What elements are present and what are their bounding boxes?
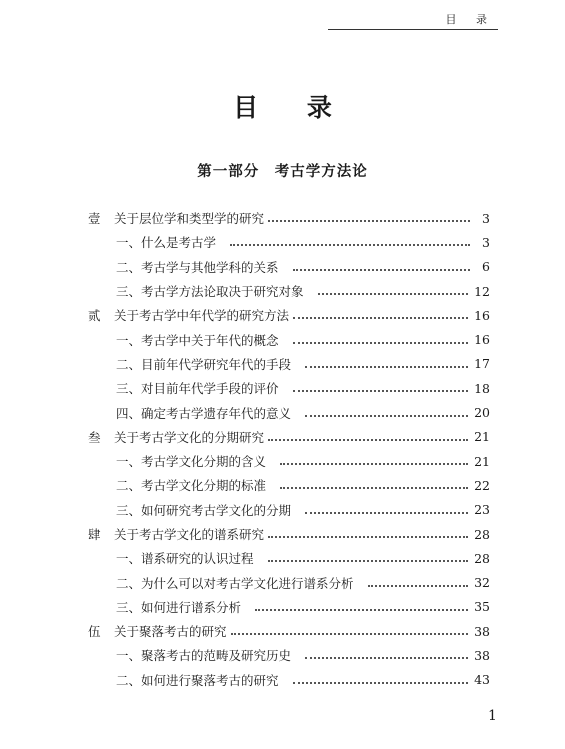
toc-page-number: 17: [474, 356, 490, 372]
dot-leader: [318, 293, 469, 295]
toc-entry-title: 二、考古学与其他学科的关系: [116, 259, 279, 275]
dot-leader: [305, 366, 468, 368]
toc-section-entry[interactable]: [88, 498, 490, 522]
toc-section-entry[interactable]: [88, 230, 490, 254]
toc-entry-title: 三、如何进行谱系分析: [116, 599, 242, 615]
toc-page-number: 43: [474, 672, 490, 688]
toc-page-number: 22: [474, 477, 490, 493]
toc-page-number: 20: [474, 405, 490, 421]
page-number: 1: [488, 708, 497, 724]
toc-chapter-number: 肆: [88, 527, 101, 542]
toc-entry-title: 二、如何进行聚落考古的研究: [116, 672, 279, 688]
toc-section-entry[interactable]: [88, 279, 490, 303]
toc-entry-title: 三、对目前年代学手段的评价: [116, 381, 279, 397]
dot-leader: [268, 220, 470, 222]
toc-section-entry[interactable]: [88, 449, 490, 473]
toc-chapter-entry[interactable]: [88, 619, 490, 643]
toc-section-entry[interactable]: [88, 400, 490, 424]
toc-page-number: 38: [474, 647, 490, 663]
dot-leader: [293, 390, 469, 392]
toc-section-entry[interactable]: [88, 570, 490, 594]
toc-page-number: 28: [474, 550, 490, 566]
toc-chapter-number: 壹: [88, 211, 101, 227]
header-rule: [328, 29, 498, 30]
toc-page-number: 16: [474, 307, 490, 323]
dot-leader: [305, 415, 468, 417]
toc-section-entry[interactable]: [88, 643, 490, 667]
running-head: 目 录: [445, 13, 495, 26]
toc-entry-title: 关于聚落考古的研究: [114, 624, 227, 640]
toc-entry-title: 一、考古学中关于年代的概念: [116, 332, 279, 348]
toc-chapter-entry[interactable]: [88, 425, 490, 449]
toc-page-number: 32: [474, 575, 490, 591]
dot-leader: [293, 682, 469, 684]
toc-entry-title: 二、为什么可以对考古学文化进行谱系分析: [116, 575, 354, 591]
toc-entry-title: 关于层位学和类型学的研究: [114, 211, 265, 227]
dot-leader: [230, 244, 470, 246]
toc-chapter-number: 伍: [88, 624, 101, 640]
toc-entry-title: 一、考古学文化分期的含义: [116, 454, 267, 470]
dot-leader: [268, 560, 469, 562]
toc-entry-title: 二、考古学文化分期的标准: [116, 478, 267, 494]
dot-leader: [255, 609, 468, 611]
toc-page-number: 35: [474, 599, 490, 615]
toc-chapter-number: 贰: [88, 308, 101, 324]
toc-entry-title: 二、目前年代学研究年代的手段: [116, 356, 292, 372]
toc-page-number: 3: [482, 210, 490, 226]
toc-entry-title: 四、确定考古学遗存年代的意义: [116, 405, 292, 421]
toc-page-number: 21: [474, 453, 490, 469]
toc-page-number: 21: [474, 429, 490, 445]
dot-leader: [268, 536, 468, 538]
toc-chapter-number: 叁: [88, 429, 101, 445]
toc-page-number: 28: [474, 526, 490, 542]
toc-section-entry[interactable]: [88, 668, 490, 692]
toc-page-number: 6: [482, 259, 490, 275]
dot-leader: [293, 342, 469, 344]
toc-section-entry[interactable]: [88, 255, 490, 279]
toc-section-entry[interactable]: [88, 352, 490, 376]
toc-chapter-entry[interactable]: [88, 303, 490, 327]
toc-entry-title: 关于考古学文化的谱系研究: [114, 527, 265, 542]
toc-entry-title: 一、聚落考古的范畴及研究历史: [116, 648, 292, 664]
dot-leader: [305, 512, 468, 514]
toc-entry-title: 关于考古学文化的分期研究: [114, 429, 265, 445]
dot-leader: [231, 633, 469, 635]
toc-entry-title: 三、考古学方法论取决于研究对象: [116, 284, 304, 300]
toc-page-number: 18: [474, 380, 490, 396]
page-title: 目 录: [233, 93, 352, 122]
toc-section-entry[interactable]: [88, 376, 490, 400]
table-of-contents: [88, 206, 490, 692]
toc-page-number: 12: [474, 283, 490, 299]
toc-section-entry[interactable]: [88, 327, 490, 351]
toc-page-number: 3: [482, 234, 490, 250]
dot-leader: [268, 439, 468, 441]
dot-leader: [293, 317, 468, 319]
toc-entry-title: 关于考古学中年代学的研究方法: [114, 308, 290, 324]
toc-entry-title: 三、如何研究考古学文化的分期: [116, 502, 292, 518]
toc-chapter-entry[interactable]: [88, 522, 490, 546]
toc-page-number: 16: [474, 332, 490, 348]
toc-entry-title: 一、什么是考古学: [116, 235, 217, 251]
dot-leader: [293, 269, 470, 271]
dot-leader: [280, 463, 468, 465]
toc-section-entry[interactable]: [88, 595, 490, 619]
toc-page-number: 23: [474, 502, 490, 518]
dot-leader: [368, 585, 469, 587]
dot-leader: [305, 657, 468, 659]
toc-section-entry[interactable]: [88, 546, 490, 570]
toc-chapter-entry[interactable]: [88, 206, 490, 230]
part-title: 第一部分 考古学方法论: [197, 163, 368, 180]
toc-section-entry[interactable]: [88, 473, 490, 497]
dot-leader: [280, 487, 468, 489]
toc-page-number: 38: [474, 623, 490, 639]
toc-entry-title: 一、谱系研究的认识过程: [116, 551, 254, 567]
